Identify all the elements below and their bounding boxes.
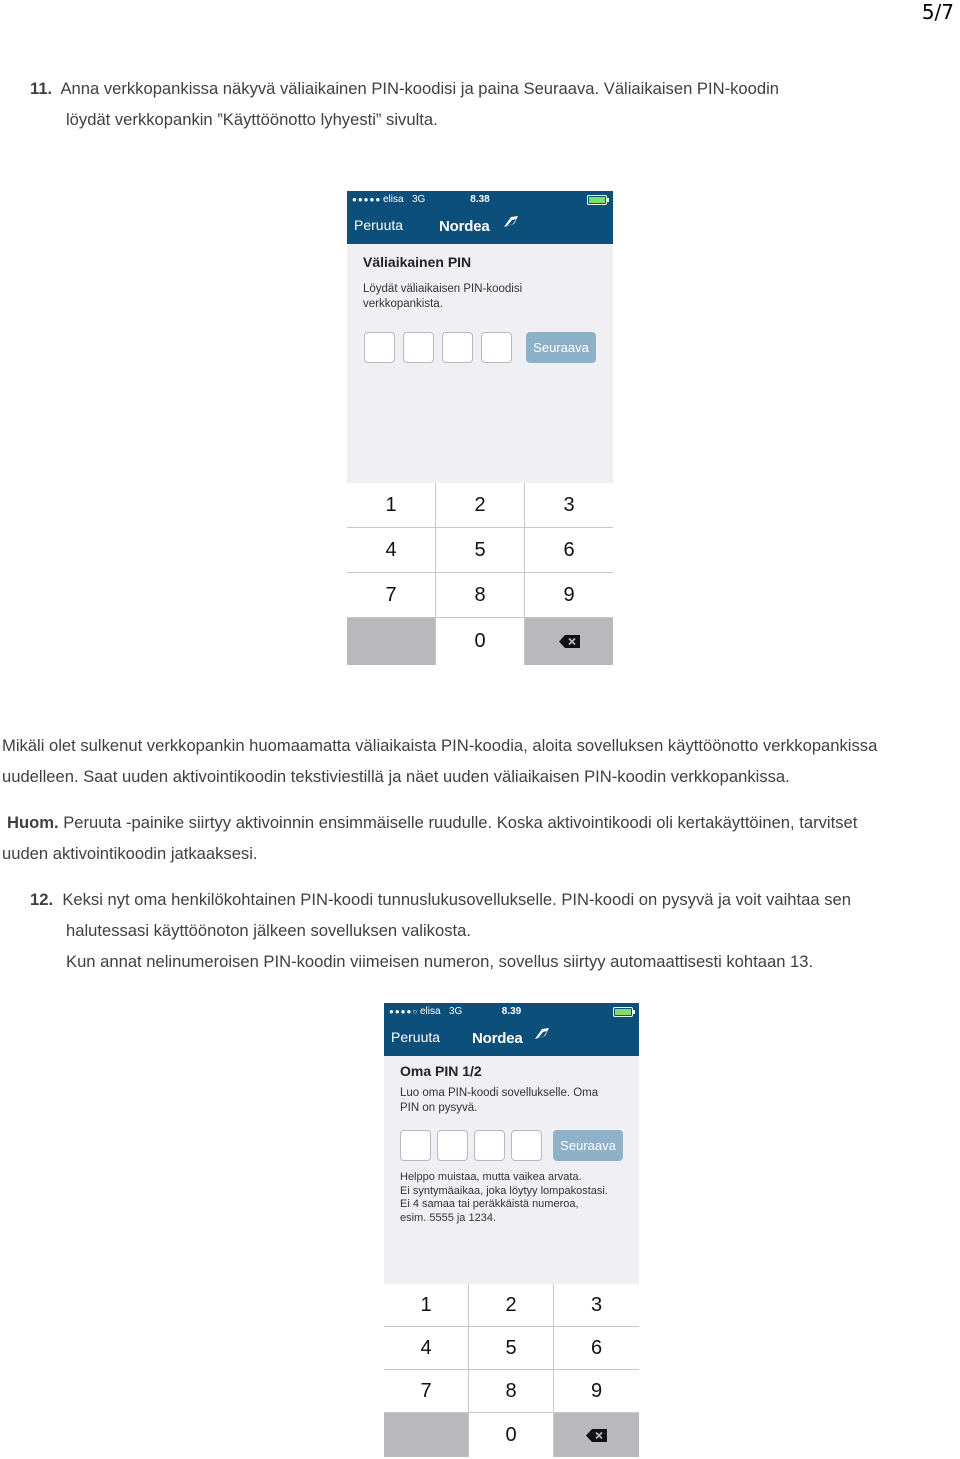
step-12 bbox=[30, 884, 851, 915]
step-12-line-1: Keksi nyt oma henkilökohtainen PIN-koodi tunnuslukusovellukselle. PIN-koodi on pysyvä ja voit vaihtaa sen bbox=[62, 890, 851, 909]
backspace-key[interactable] bbox=[554, 1413, 639, 1457]
key-8[interactable]: 8 bbox=[436, 573, 524, 617]
step-11-line-1: Anna verkkopankissa näkyvä väliaikainen PIN-koodisi ja paina Seuraava. Väliaikaisen PIN-koodin bbox=[60, 79, 780, 98]
network-type: 3G bbox=[412, 194, 426, 205]
key-1[interactable]: 1 bbox=[347, 483, 435, 527]
backspace-icon bbox=[586, 1429, 607, 1442]
nav-bar bbox=[347, 208, 613, 244]
step-11-line-2: löydät verkkopankin ”Käyttöönotto lyhyesti” sivulta. bbox=[66, 110, 438, 129]
pin-digit-1[interactable] bbox=[400, 1130, 431, 1161]
key-0[interactable]: 0 bbox=[469, 1413, 553, 1457]
pin-digit-3[interactable] bbox=[474, 1130, 505, 1161]
step-11 bbox=[30, 73, 779, 104]
key-9[interactable]: 9 bbox=[554, 1370, 639, 1412]
pin-digit-4[interactable] bbox=[511, 1130, 542, 1161]
key-6[interactable]: 6 bbox=[525, 528, 613, 572]
key-8[interactable]: 8 bbox=[469, 1370, 553, 1412]
phone-screenshot-own-pin bbox=[384, 1003, 639, 1457]
numeric-keypad bbox=[347, 483, 613, 665]
screen-description: Löydät väliaikaisen PIN-koodisi verkkopankista. bbox=[363, 283, 523, 310]
pin-digit-2[interactable] bbox=[403, 332, 434, 363]
key-3[interactable]: 3 bbox=[525, 483, 613, 527]
step-11-number: 11. bbox=[30, 79, 53, 98]
key-empty bbox=[384, 1413, 468, 1457]
signal-icon: ●●●●● bbox=[352, 195, 382, 204]
screen-description: Luo oma PIN-koodi sovellukselle. Oma PIN on pysyvä. bbox=[400, 1087, 599, 1114]
key-1[interactable]: 1 bbox=[384, 1284, 468, 1326]
nordea-logo: Nordea bbox=[472, 1030, 523, 1047]
paragraph-restart-line-1: Mikäli olet sulkenut verkkopankin huomaamatta väliaikaista PIN-koodia, aloita sovelluksen käyttöönotto verkkopankissa bbox=[2, 736, 878, 755]
note-line-1: Peruuta -painike siirtyy aktivoinnin ensimmäiselle ruudulle. Koska aktivointikoodi oli kertakäyttöinen, tarvitset bbox=[58, 813, 858, 832]
backspace-key[interactable] bbox=[525, 618, 613, 665]
screen-title: Oma PIN 1/2 bbox=[400, 1063, 482, 1079]
note-line-2: uuden aktivointikoodin jatkaaksesi. bbox=[2, 844, 258, 863]
nordea-logo-icon bbox=[534, 1027, 550, 1041]
status-time: 8.38 bbox=[470, 194, 490, 205]
key-empty bbox=[347, 618, 435, 665]
next-button[interactable]: Seuraava bbox=[553, 1130, 623, 1161]
next-button[interactable]: Seuraava bbox=[526, 332, 596, 363]
note bbox=[7, 807, 857, 838]
cancel-button[interactable]: Peruuta bbox=[391, 1029, 441, 1045]
key-6[interactable]: 6 bbox=[554, 1327, 639, 1369]
backspace-icon bbox=[559, 635, 580, 648]
note-label: Huom. bbox=[7, 813, 59, 832]
pin-hint: Helppo muistaa, mutta vaikea arvata. Ei syntymäaikaa, joka löytyy lompakostasi. Ei 4 samaa tai peräkkäistä numeroa, esim. 5555 ja 1234. bbox=[400, 1171, 608, 1224]
battery-icon bbox=[587, 195, 607, 205]
key-3[interactable]: 3 bbox=[554, 1284, 639, 1326]
network-type: 3G bbox=[449, 1006, 463, 1017]
carrier-name: elisa bbox=[420, 1006, 441, 1017]
carrier-name: elisa bbox=[383, 194, 404, 205]
pin-digit-4[interactable] bbox=[481, 332, 512, 363]
key-9[interactable]: 9 bbox=[525, 573, 613, 617]
pin-digit-2[interactable] bbox=[437, 1130, 468, 1161]
key-4[interactable]: 4 bbox=[384, 1327, 468, 1369]
step-12-number: 12. bbox=[30, 890, 54, 909]
pin-digit-1[interactable] bbox=[364, 332, 395, 363]
nordea-logo: Nordea bbox=[439, 218, 490, 235]
key-2[interactable]: 2 bbox=[469, 1284, 553, 1326]
nordea-logo-icon bbox=[503, 215, 519, 229]
screen-title: Väliaikainen PIN bbox=[363, 254, 472, 270]
battery-icon bbox=[613, 1007, 633, 1017]
step-12-line-2: halutessasi käyttöönoton jälkeen sovelluksen valikosta. bbox=[66, 921, 471, 940]
cancel-button[interactable]: Peruuta bbox=[354, 217, 404, 233]
key-5[interactable]: 5 bbox=[469, 1327, 553, 1369]
status-bar bbox=[384, 1003, 639, 1020]
key-2[interactable]: 2 bbox=[436, 483, 524, 527]
key-7[interactable]: 7 bbox=[347, 573, 435, 617]
signal-icon: ●●●●○ bbox=[389, 1007, 419, 1016]
paragraph-restart-line-2: uudelleen. Saat uuden aktivointikoodin tekstiviestillä ja näet uuden väliaikaisen PIN-koodin verkkopankissa. bbox=[2, 767, 790, 786]
page-number: 5/7 bbox=[921, 0, 954, 24]
key-4[interactable]: 4 bbox=[347, 528, 435, 572]
status-time: 8.39 bbox=[501, 1006, 522, 1017]
pin-digit-3[interactable] bbox=[442, 332, 473, 363]
key-5[interactable]: 5 bbox=[436, 528, 524, 572]
key-7[interactable]: 7 bbox=[384, 1370, 468, 1412]
status-bar bbox=[347, 191, 613, 208]
numeric-keypad bbox=[384, 1284, 639, 1457]
phone-screenshot-temporary-pin bbox=[347, 191, 613, 665]
key-0[interactable]: 0 bbox=[436, 618, 524, 665]
step-12-line-3: Kun annat nelinumeroisen PIN-koodin viimeisen numeron, sovellus siirtyy automaattisesti kohtaan 13. bbox=[66, 952, 814, 971]
nav-bar bbox=[384, 1020, 639, 1056]
